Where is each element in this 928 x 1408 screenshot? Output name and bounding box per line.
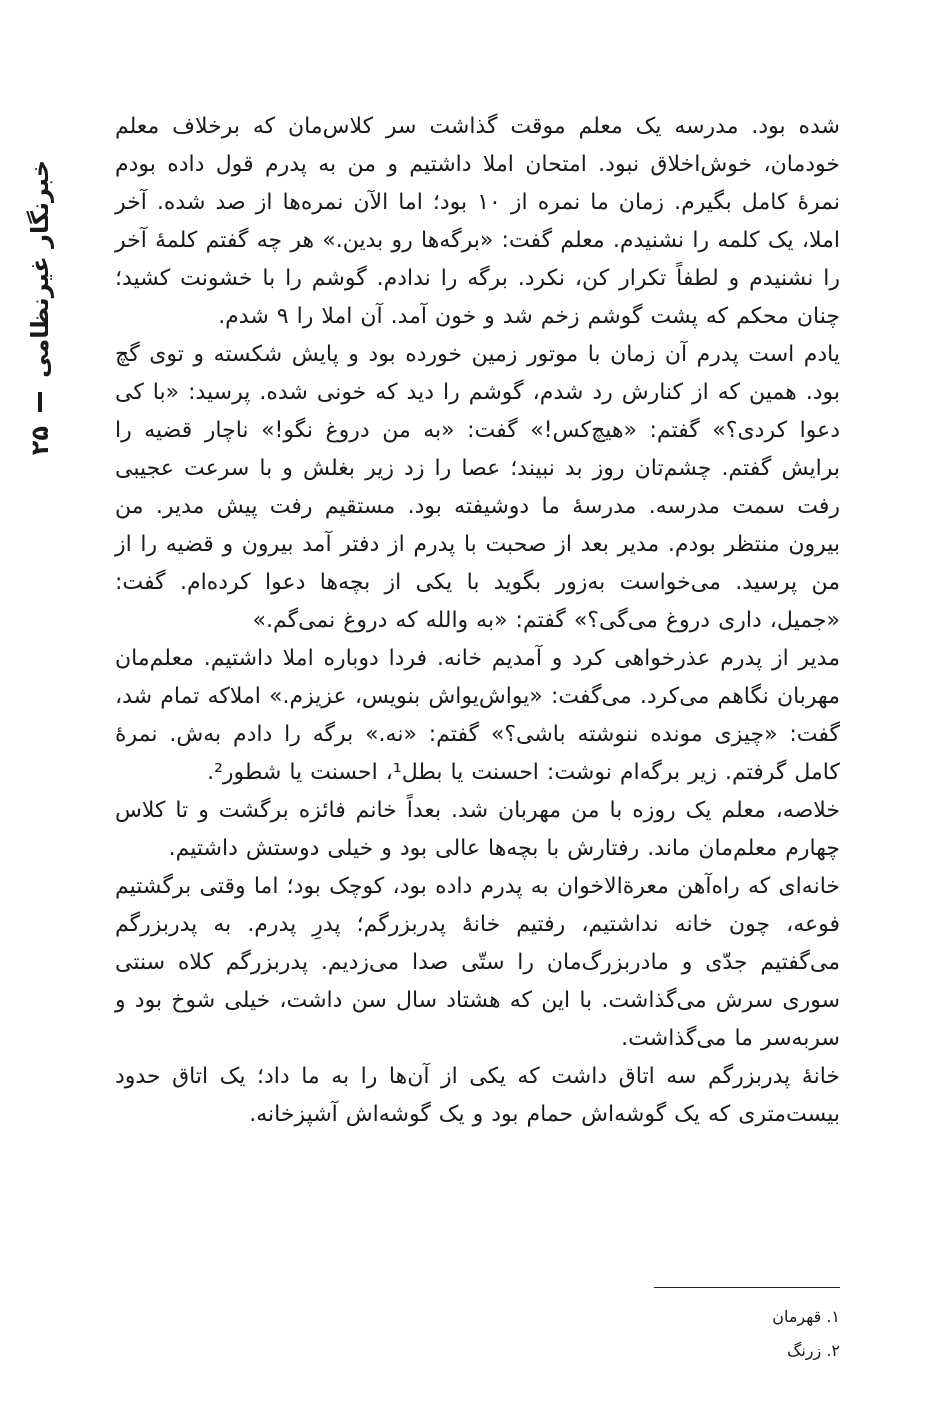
paragraph: شده بود. مدرسه یک معلم موقت گذاشت سر کلاس‌مان که برخلاف معلم خودمان، خوش‌اخلاق نبود. امتحان املا داشتیم و من به پدرم قول داده بودم نمرهٔ کامل بگیرم. زمان ما نمره از ۱۰ بود؛ اما الآن نمره‌ها از صد شده. آخر املا، یک کلمه را نشنیدم. معلم گفت: «برگه‌ها رو بدین.» هر چه گفتم کلمهٔ آخر را نشنیدم و لطفاً تکرار کن، نکرد. برگه را ندادم. گوشم را با خشونت کشید؛ چنان محکم که پشت گوشم زخم شد و خون آمد. آن املا را ۹ شدم. [115, 114, 840, 329]
paragraph: خانهٔ پدربزرگم سه اتاق داشت که یکی از آن‌ها را به ما داد؛ یک اتاق حدود بیست‌متری که یک گوشه‌اش حمام بود و یک گوشه‌اش آشپزخانه. [115, 1064, 840, 1127]
footnote-2: ۲. زرنگ [787, 1341, 840, 1360]
paragraph: یادم است پدرم آن زمان با موتور زمین خورده بود و پایش شکسته و توی گچ بود. همین که از کنارش رد شدم، گوشم را دید که خونی شده. پرسید: «با کی دعوا کردی؟» گفتم: «هیچ‌کس!» گفت: «به من دروغ نگو!» ناچار قضیه را برایش گفتم. چشم‌تان روز بد نبیند؛ عصا را زد زیر بغلش و با سرعت عجیبی رفت سمت مدرسه. مدرسهٔ ما دوشیفته بود. مستقیم رفت پیش مدیر. من بیرون منتظر بودم. مدیر بعد از صحبت با پدرم از دفتر آمد بیرون و قضیه را از من پرسید. می‌خواست به‌زور بگوید با یکی از بچه‌ها دعوا کرده‌ام. گفت: «جمیل، داری دروغ می‌گی؟» گفتم: «به والله که دروغ نمی‌گم.» [115, 342, 840, 633]
paragraph: خانه‌ای که راه‌آهن معرة‌الاخوان به پدرم داده بود، کوچک بود؛ اما وقتی برگشتیم فوعه، چون خانه نداشتیم، رفتیم خانهٔ پدربزرگم؛ پدرِ پدرم. به پدربزرگم می‌گفتیم جدّی و مادربزرگ‌مان را ستّی صدا می‌زدیم. پدربزرگم کلاه سنتی سوری سرش می‌گذاشت. با این که هشتاد سال سن داشت، خیلی شوخ بود و سربه‌سر ما می‌گذاشت. [115, 874, 840, 1051]
body-text [115, 108, 840, 1134]
paragraph: خلاصه، معلم یک روزه با من مهربان شد. بعداً خانم فائزه برگشت و تا کلاس چهارم معلم‌مان ماند. رفتارش با بچه‌ها عالی بود و خیلی دوستش داشتیم. [115, 798, 840, 861]
paragraph: مدیر از پدرم عذرخواهی کرد و آمدیم خانه. فردا دوباره املا داشتیم. معلم‌مان مهربان نگاهم می‌کرد. می‌گفت: «یواش‌یواش بنویس، عزیزم.» املاکه تمام شد، گفت: «چیزی مونده ننوشته باشی؟» گفتم: «نه.» برگه را دادم به‌ش. نمرهٔ کامل گرفتم. زیر برگه‌ام نوشت: احسنت یا بطل¹، احسنت یا شطور². [115, 646, 840, 785]
header-separator [38, 392, 42, 412]
page-number: ۲۵ [26, 425, 54, 456]
footnote-divider [654, 1287, 840, 1288]
running-header [0, 160, 80, 455]
footnote-1: ۱. قهرمان [772, 1307, 840, 1326]
book-title: خبرنگار غیرنظامی [26, 160, 54, 378]
footnotes [560, 1300, 840, 1368]
